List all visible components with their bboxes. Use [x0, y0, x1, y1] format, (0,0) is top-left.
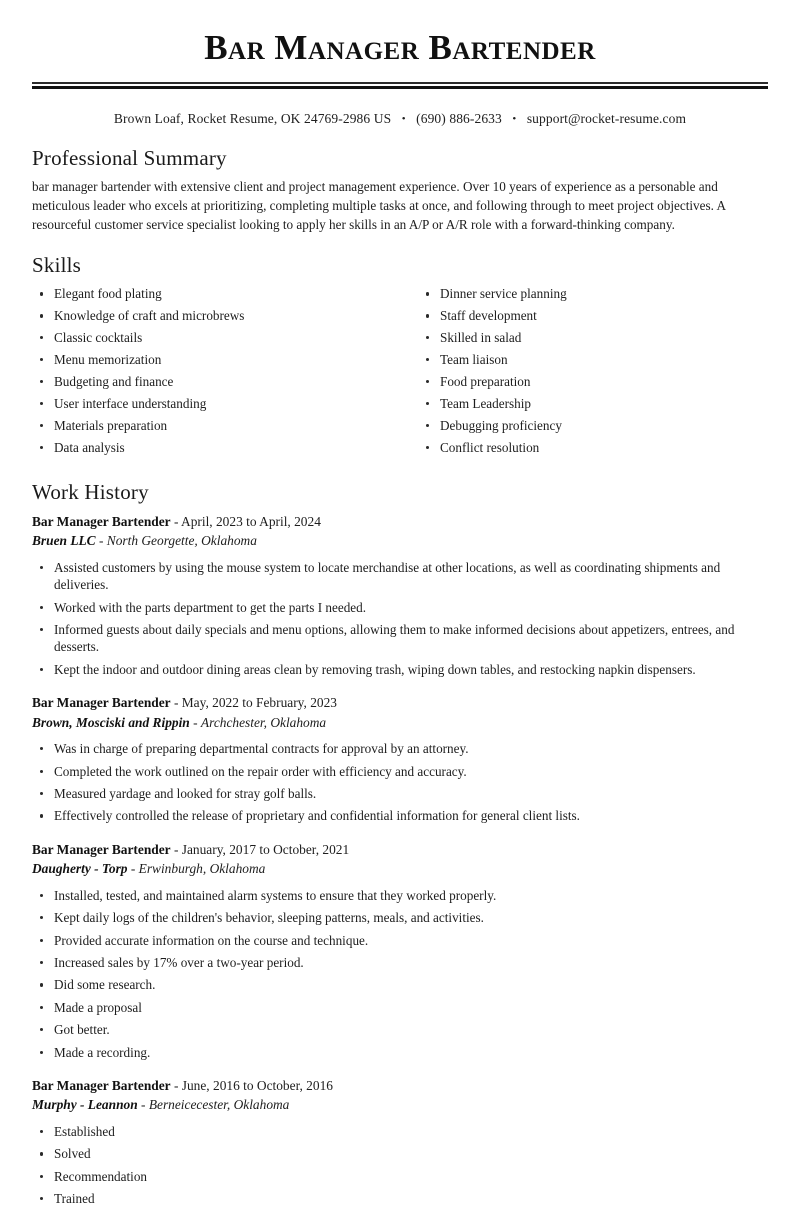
job-dates: May, 2022 to February, 2023: [181, 695, 337, 711]
skill-item: Team Leadership: [418, 395, 768, 412]
job-location: North Georgette, Oklahoma: [106, 533, 257, 549]
job-company-line: [32, 531, 768, 550]
job-dates: January, 2017 to October, 2021: [181, 841, 350, 857]
section-title-skills: Skills: [32, 253, 82, 278]
job-bullet-item: Made a proposal: [32, 999, 768, 1016]
work-history-entry: [32, 512, 768, 678]
job-bullet-item: Got better.: [32, 1021, 768, 1038]
job-separator: -: [170, 513, 182, 529]
job-title: Bar Manager Bartender: [32, 513, 171, 529]
job-bullet-item: Was in charge of preparing departmental contracts for approval by an attorney.: [32, 740, 768, 757]
skill-item: Budgeting and finance: [32, 373, 400, 390]
skill-item: Staff development: [418, 307, 768, 324]
contact-phone: (690) 886-2633: [416, 111, 502, 127]
job-bullet-item: Increased sales by 17% over a two-year period.: [32, 954, 768, 971]
job-separator: -: [137, 1097, 149, 1113]
resume-header: [32, 0, 768, 127]
job-bullet-list: [32, 1123, 768, 1208]
contact-separator-1: •: [401, 113, 406, 126]
contact-separator-2: •: [512, 113, 517, 126]
divider-line-thick: [32, 86, 768, 89]
skill-item: Food preparation: [418, 373, 768, 390]
skills-list-right: [418, 285, 768, 456]
job-bullet-item: Completed the work outlined on the repair order with efficiency and accuracy.: [32, 763, 768, 780]
job-separator: -: [189, 714, 201, 730]
job-separator: -: [170, 695, 182, 711]
job-bullet-item: Assisted customers by using the mouse system to locate merchandise at other locations, as well as coordinating shipments and deliveries.: [32, 559, 768, 594]
job-title-line: [32, 840, 768, 859]
skill-item: Debugging proficiency: [418, 417, 768, 434]
job-title: Bar Manager Bartender: [32, 695, 171, 711]
skill-item: Elegant food plating: [32, 285, 400, 302]
skill-item: Dinner service planning: [418, 285, 768, 302]
work-history-list: [32, 512, 768, 1208]
job-dates: April, 2023 to April, 2024: [181, 513, 321, 529]
section-title-work-history: Work History: [32, 479, 149, 504]
contact-address: Brown Loaf, Rocket Resume, OK 24769-2986 US: [113, 111, 392, 127]
section-skills: [32, 253, 768, 460]
job-bullet-item: Kept the indoor and outdoor dining areas clean by removing trash, wiping down tables, and restocking napkin dispensers.: [32, 661, 768, 678]
work-history-entry: [32, 840, 768, 1061]
contact-email: support@rocket-resume.com: [526, 111, 687, 127]
job-title: Bar Manager Bartender: [32, 1078, 171, 1094]
job-bullet-item: Informed guests about daily specials and menu options, allowing them to make informed decisions about appetizers, entrees, and desserts.: [32, 621, 768, 656]
skill-item: Conflict resolution: [418, 439, 768, 456]
job-company: Bruen LLC: [32, 533, 96, 549]
work-history-entry: [32, 1076, 768, 1208]
job-separator: -: [127, 861, 139, 877]
job-company: Daugherty - Torp: [32, 861, 128, 877]
job-bullet-item: Trained: [32, 1190, 768, 1207]
job-location: Erwinburgh, Oklahoma: [138, 861, 266, 877]
job-bullet-item: Solved: [32, 1145, 768, 1162]
job-bullet-item: Kept daily logs of the children's behavior, sleeping patterns, meals, and activities.: [32, 909, 768, 926]
job-dates: June, 2016 to October, 2016: [181, 1078, 333, 1094]
job-company: Murphy - Leannon: [32, 1097, 138, 1113]
contact-line: [32, 111, 768, 127]
job-bullet-item: Installed, tested, and maintained alarm systems to ensure that they worked properly.: [32, 887, 768, 904]
job-separator: -: [170, 841, 182, 857]
skill-item: Skilled in salad: [418, 329, 768, 346]
job-company-line: [32, 1095, 768, 1114]
job-bullet-list: [32, 740, 768, 825]
skill-item: Data analysis: [32, 439, 400, 456]
job-bullet-item: Measured yardage and looked for stray golf balls.: [32, 785, 768, 802]
section-work-history: [32, 480, 768, 1208]
section-professional-summary: [32, 146, 768, 234]
job-separator: -: [95, 533, 107, 549]
job-bullet-item: Effectively controlled the release of proprietary and confidential information for general client lists.: [32, 807, 768, 824]
candidate-name: Bar Manager Bartender: [204, 28, 596, 67]
job-bullet-item: Established: [32, 1123, 768, 1140]
job-bullet-item: Recommendation: [32, 1168, 768, 1185]
skills-column-right: [400, 285, 768, 460]
job-title-line: [32, 693, 768, 712]
work-history-entry: [32, 693, 768, 825]
job-bullet-item: Made a recording.: [32, 1044, 768, 1061]
skills-columns: [32, 285, 768, 460]
job-separator: -: [170, 1078, 182, 1094]
skills-column-left: [32, 285, 400, 460]
job-company: Brown, Mosciski and Rippin: [32, 714, 190, 730]
job-title-line: [32, 1076, 768, 1095]
job-company-line: [32, 859, 768, 878]
skill-item: Menu memorization: [32, 351, 400, 368]
job-location: Berneicecester, Oklahoma: [148, 1097, 290, 1113]
skills-list-left: [32, 285, 400, 456]
skill-item: Materials preparation: [32, 417, 400, 434]
job-title: Bar Manager Bartender: [32, 841, 171, 857]
job-bullet-item: Worked with the parts department to get the parts I needed.: [32, 599, 768, 616]
summary-paragraph: bar manager bartender with extensive client and project management experience. Over 10 years of experience as a personable and meticulous leader who excels at prioritizing, completing multiple tasks at once, and following through to meet project objectives. A resourceful customer service specialist looking to apply her skills in an A/P or A/R role with a forward-thinking company.: [32, 179, 726, 232]
job-location: Archchester, Oklahoma: [200, 714, 327, 730]
job-title-line: [32, 512, 768, 531]
header-divider: [32, 82, 768, 89]
skill-item: Knowledge of craft and microbrews: [32, 307, 400, 324]
job-bullet-list: [32, 887, 768, 1061]
skill-item: User interface understanding: [32, 395, 400, 412]
skill-item: Classic cocktails: [32, 329, 400, 346]
skill-item: Team liaison: [418, 351, 768, 368]
job-company-line: [32, 713, 768, 732]
section-title-summary: Professional Summary: [32, 146, 227, 171]
job-bullet-item: Provided accurate information on the course and technique.: [32, 932, 768, 949]
job-bullet-list: [32, 559, 768, 679]
job-bullet-item: Did some research.: [32, 976, 768, 993]
